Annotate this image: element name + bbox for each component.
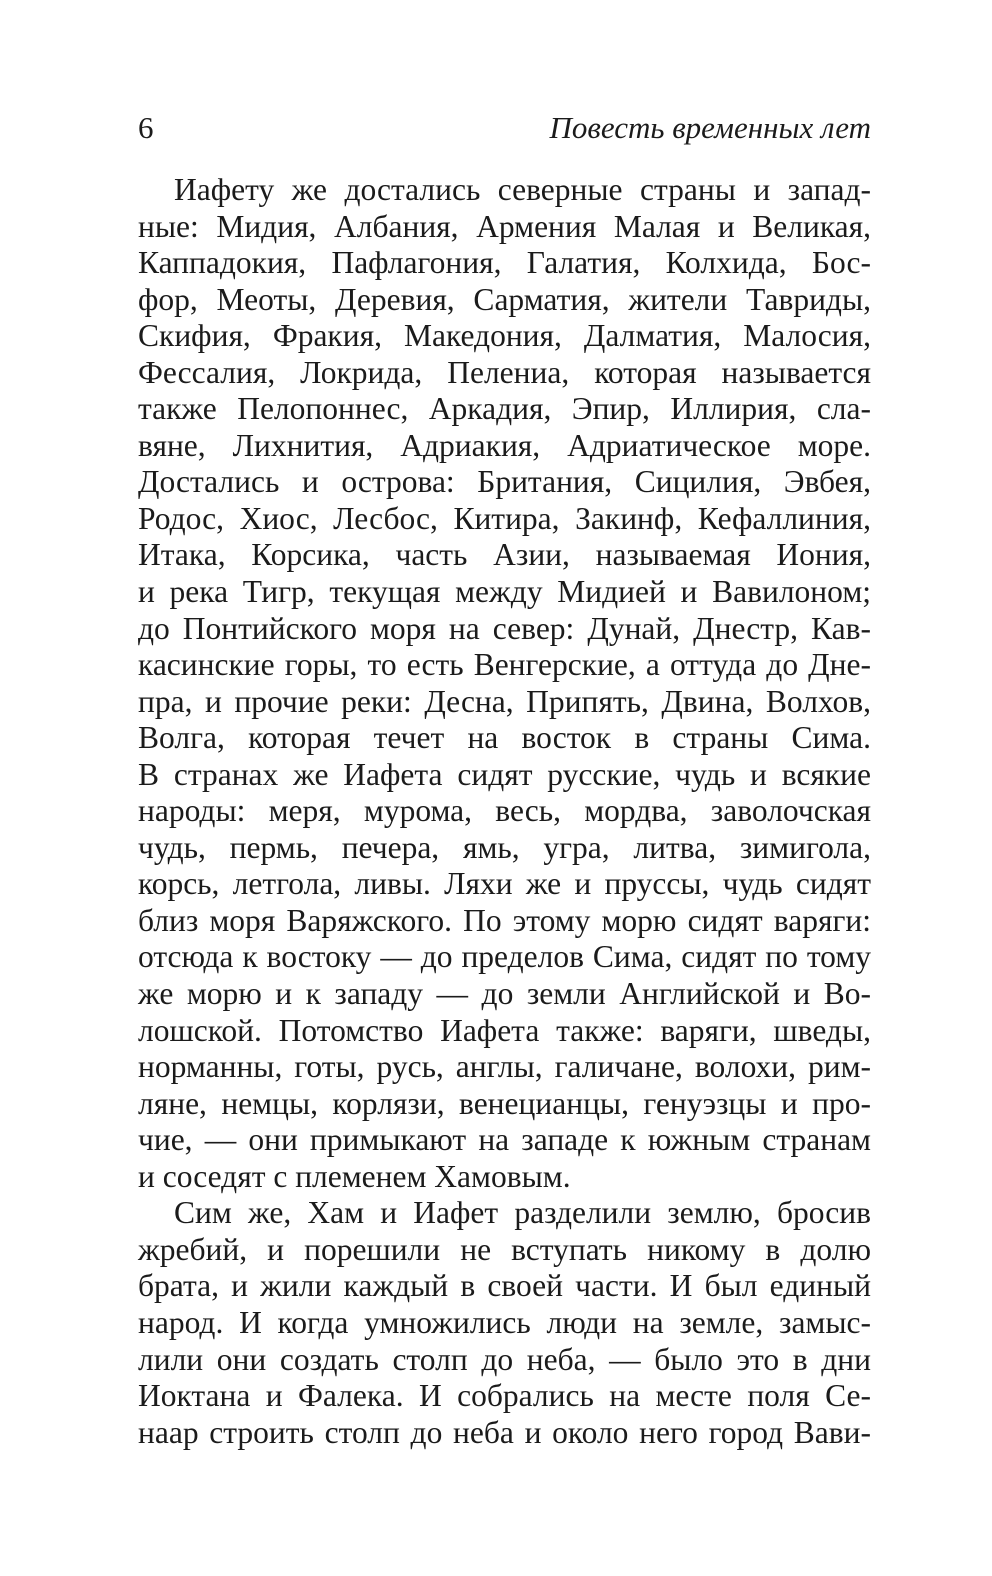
text-line: ные: Мидия, Албания, Армения Малая и Великая,	[138, 208, 871, 244]
text-line: Родос, Хиос, Лесбос, Китира, Закинф, Кефаллиния,	[138, 500, 871, 536]
text-line: Фессалия, Локрида, Пелениа, которая называется	[138, 354, 871, 390]
text-line: фор, Меоты, Деревия, Сарматия, жители Тавриды,	[138, 281, 871, 317]
text-line: вяне, Лихнития, Адриакия, Адриатическое море.	[138, 427, 871, 463]
text-line: и соседят с племенем Хамовым.	[138, 1158, 571, 1194]
text-line: брата, и жили каждый в своей части. И был единый	[138, 1268, 871, 1304]
text-line: народы: меря, мурома, весь, мордва, заволочская	[138, 793, 871, 829]
text-line: В странах же Иафета сидят русские, чудь и всякие	[138, 756, 871, 792]
text-line: также Пелопоннес, Аркадия, Эпир, Иллирия, сла-	[138, 391, 871, 427]
text-line: Сим же, Хам и Иафет разделили землю, бросив	[174, 1195, 871, 1231]
text-line: касинские горы, то есть Венгерские, а оттуда до Дне-	[138, 647, 871, 683]
text-line: ляне, немцы, корлязи, венецианцы, генуэзцы и про-	[138, 1085, 871, 1121]
text-line: народ. И когда умножились люди на земле, замыс-	[138, 1304, 871, 1340]
text-line: чудь, пермь, печера, ямь, угра, литва, зимигола,	[138, 829, 871, 865]
running-head	[138, 106, 871, 150]
text-line: Волга, которая течет на восток в страны Сима.	[138, 720, 871, 756]
text-line: отсюда к востоку — до пределов Сима, сидят по тому	[138, 939, 871, 975]
text-line: лили они создать столп до неба, — было это в дни	[138, 1341, 871, 1377]
page-number: 6	[138, 110, 154, 145]
text-line: лошской. Потомство Иафета также: варяги, шведы,	[138, 1012, 871, 1048]
text-line: близ моря Варяжского. По этому морю сидят варяги:	[138, 902, 871, 938]
text-line: и река Тигр, текущая между Мидией и Вавилоном;	[138, 574, 871, 610]
text-line: чие, — они примыкают на западе к южным странам	[138, 1122, 871, 1158]
text-line: наар строить столп до неба и около него город Вави-	[138, 1414, 871, 1450]
text-line: Достались и острова: Британия, Сицилия, Эвбея,	[138, 464, 871, 500]
text-line: норманны, готы, русь, англы, галичане, волохи, рим-	[138, 1049, 871, 1085]
text-line: Скифия, Фракия, Македония, Далматия, Малосия,	[138, 318, 871, 354]
text-line: же морю и к западу — до земли Английской и Во-	[138, 976, 871, 1012]
text-line: корсь, летгола, ливы. Ляхи же и пруссы, чудь сидят	[138, 866, 871, 902]
text-line: Иафету же достались северные страны и запад-	[174, 172, 871, 207]
text-line: Итака, Корсика, часть Азии, называемая Иония,	[138, 537, 871, 573]
text-line: Каппадокия, Пафлагония, Галатия, Колхида, Бос-	[138, 245, 871, 281]
text-line: до Понтийского моря на север: Дунай, Днестр, Кав-	[138, 610, 871, 646]
text-line: пра, и прочие реки: Десна, Припять, Двина, Волхов,	[138, 683, 871, 719]
text-line: жребий, и порешили не вступать никому в долю	[138, 1231, 871, 1267]
text-line: Иоктана и Фалека. И собрались на месте поля Се-	[138, 1378, 871, 1414]
running-title: Повесть временных лет	[549, 110, 871, 145]
body-text	[138, 172, 871, 1451]
